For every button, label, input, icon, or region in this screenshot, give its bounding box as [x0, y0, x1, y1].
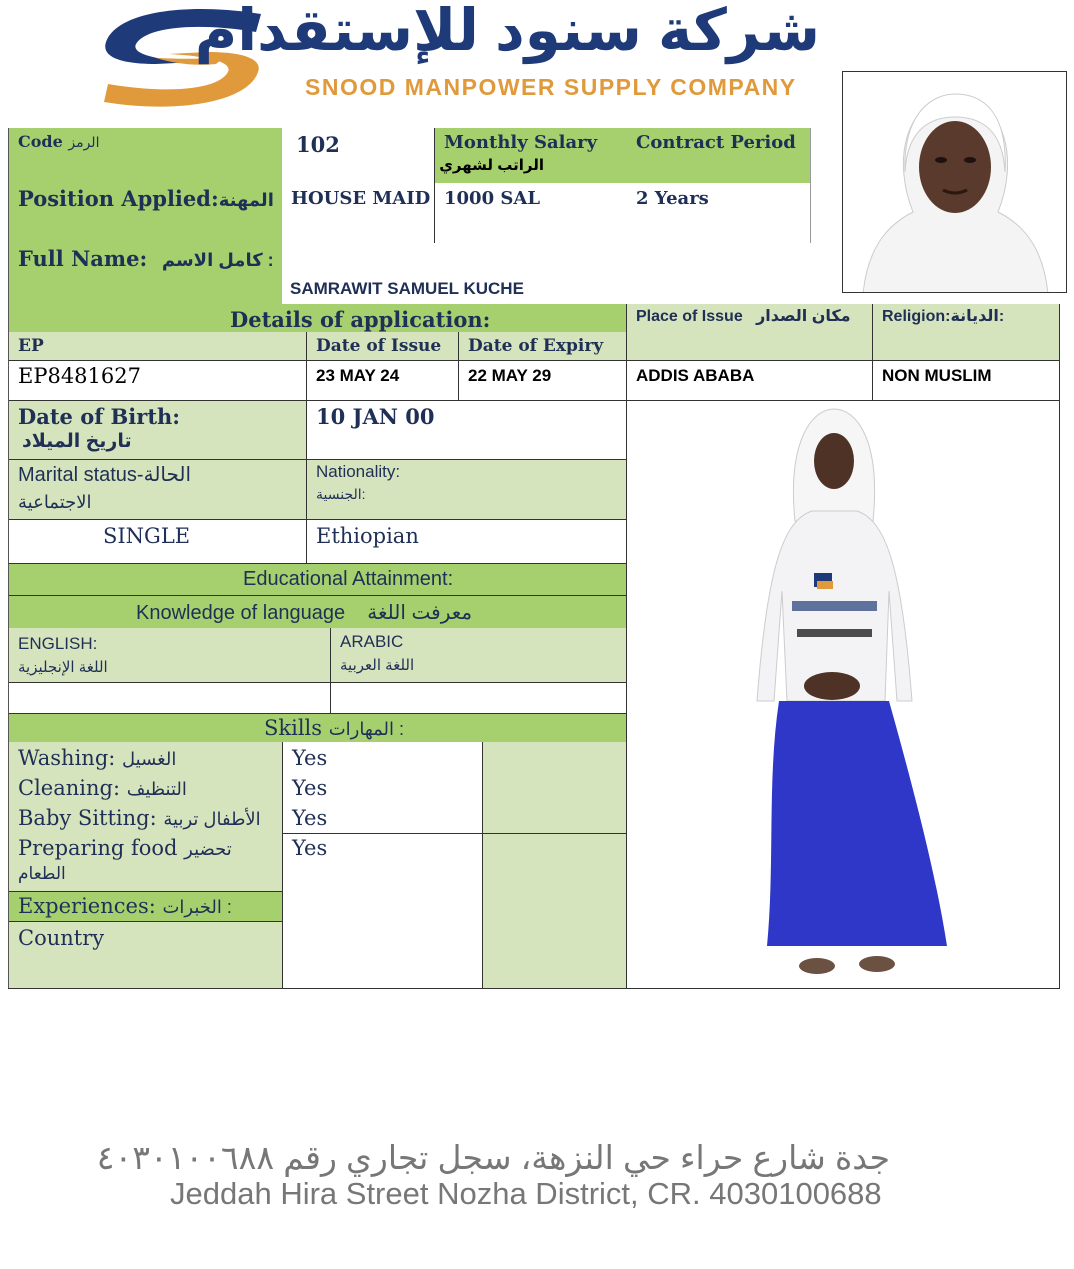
code-label: Code الرمز — [18, 132, 100, 151]
place-value: ADDIS ABABA — [636, 366, 755, 385]
nationality-value: Ethiopian — [316, 524, 419, 548]
skill-babysitting-value: Yes — [292, 806, 328, 830]
skill-babysitting-label: Baby Sitting: الأطفال تربية — [18, 806, 261, 830]
experience-title: Experiences: الخبرات : — [18, 894, 232, 918]
skill-food-label-arabic: الطعام — [18, 864, 66, 883]
nationality-label-arabic: الجنسية: — [316, 486, 366, 502]
skill-washing-value: Yes — [292, 746, 328, 770]
place-label: Place of Issue مكان الصدار — [636, 308, 851, 325]
code-value: 102 — [296, 132, 340, 157]
company-name-english: SNOOD MANPOWER SUPPLY COMPANY — [305, 74, 797, 100]
english-label: ENGLISH: — [18, 634, 98, 653]
full-name-value: SAMRAWIT SAMUEL KUCHE — [290, 279, 524, 298]
contract-value: 2 Years — [636, 188, 709, 209]
marital-label: Marital status-الحالة — [18, 464, 192, 486]
contract-label: Contract Period — [636, 132, 796, 153]
portrait-photo — [842, 71, 1067, 293]
language-title: Knowledge of language معرفت اللغة — [136, 602, 473, 624]
skill-food-label: Preparing food تحضير — [18, 836, 232, 860]
education-title: Educational Attainment: — [243, 568, 454, 590]
nationality-label: Nationality: — [316, 462, 401, 481]
dob-label: Date of Birth: — [18, 404, 181, 429]
company-name-arabic: شركة سنود للإستقدام — [194, 0, 820, 63]
arabic-label-arabic: اللغة العربية — [340, 657, 415, 674]
issue-label: Date of Issue — [316, 336, 442, 356]
skill-cleaning-label: Cleaning: التنظيف — [18, 776, 187, 800]
skill-cleaning-value: Yes — [292, 776, 328, 800]
marital-value: SINGLE — [103, 524, 191, 548]
salary-label: Monthly Salary — [444, 132, 598, 153]
footer-address-english: Jeddah Hira Street Nozha District, CR. 4030100688 — [170, 1176, 882, 1211]
salary-label-arabic: الراتب لشهري — [439, 157, 544, 174]
marital-label-arabic: الاجتماعية — [18, 492, 92, 512]
issue-value: 23 MAY 24 — [316, 366, 400, 385]
expiry-label: Date of Expiry — [468, 336, 604, 356]
dob-label-arabic: تاريخ الميلاد — [22, 431, 132, 452]
english-label-arabic: اللغة الإنجليزية — [18, 659, 108, 676]
arabic-label: ARABIC — [340, 632, 404, 651]
country-label: Country — [18, 926, 105, 950]
details-title: Details of application: — [230, 307, 491, 332]
position-value: HOUSE MAID — [291, 188, 431, 209]
religion-value: NON MUSLIM — [882, 366, 992, 385]
skill-washing-label: Washing: الغسيل — [18, 746, 177, 770]
full-name-label: Full Name: كامل الاسم : — [18, 246, 274, 271]
expiry-value: 22 MAY 29 — [468, 366, 552, 385]
salary-value: 1000 SAL — [444, 188, 540, 209]
footer-address-arabic: جدة شارع حراء حي النزهة، سجل تجاري رقم ٤٠٣٠١٠٠٦٨٨ — [96, 1139, 890, 1176]
position-label: Position Applied:المهنة — [18, 186, 274, 211]
skills-title: Skills المهارات : — [264, 716, 405, 740]
ep-value: EP8481627 — [18, 364, 141, 388]
skill-food-value: Yes — [292, 836, 328, 860]
full-body-photo — [627, 401, 1059, 988]
religion-label: Religion:الديانة: — [882, 308, 1005, 325]
ep-label: EP — [18, 336, 44, 356]
dob-value: 10 JAN 00 — [316, 404, 435, 429]
